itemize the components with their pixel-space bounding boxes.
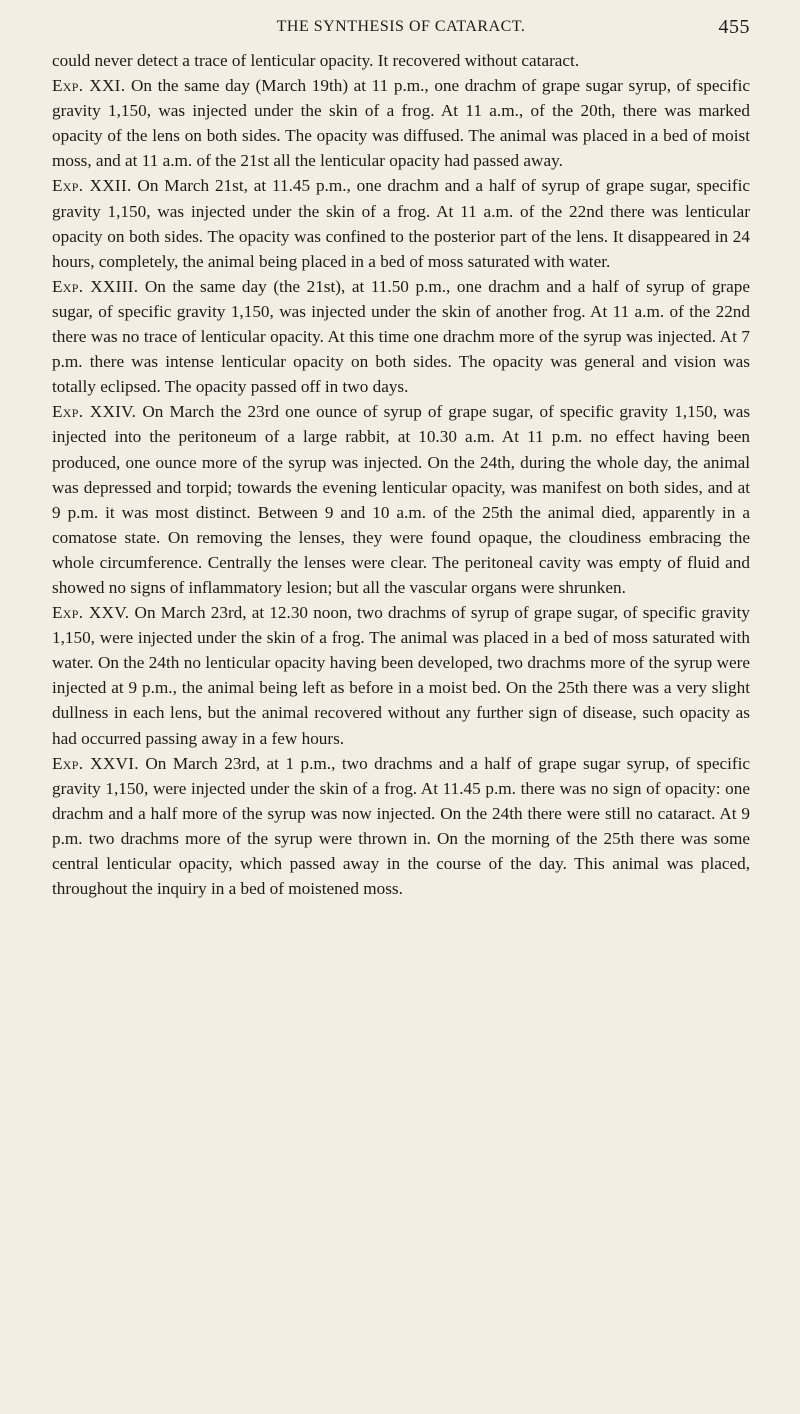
body-text [52, 48, 750, 901]
experiment-label: Exp. XXIII. [52, 276, 139, 296]
paragraph-text: On March 21st, at 11.45 p.m., one drachm and a half of syrup of grape sugar, specific gravity 1,150, was injected under the skin of a frog. At 11 a.m. of the 22nd there was lenticular opacity on both sides. The opacity was confined to the posterior part of the lens. It disappeared in 24 hours, completely, the animal being placed in a bed of moss saturated with water. [52, 176, 750, 271]
running-title: THE SYNTHESIS OF CATARACT. [276, 18, 526, 35]
paragraph-text: On March 23rd, at 1 p.m., two drachms and a half of grape sugar syrup, of specific gravity 1,150, were injected under the skin of a frog. At 11.45 p.m. there was no sign of opacity: one drachm and a half more of the syrup was now injected. On the 24th there were still no cataract. At 9 p.m. two drachms more of the syrup were thrown in. On the morning of the 25th there was some central lenticular opacity, which passed away in the course of the day. This animal was placed, throughout the inquiry in a bed of moistened moss. [52, 753, 750, 899]
experiment-xxiv [52, 399, 750, 600]
experiment-xxii [52, 173, 750, 273]
paragraph-text: On the same day (March 19th) at 11 p.m., one drachm of grape sugar syrup, of specific gravity 1,150, was injected under the skin of a frog. At 11 a.m., of the 20th, there was marked opacity of the lens on both sides. The opacity was diffused. The animal was placed in a bed of moist moss, and at 11 a.m. of the 21st all the lenticular opacity had passed away. [52, 76, 751, 171]
paragraph-text: On the same day (the 21st), at 11.50 p.m., one drachm and a half of syrup of grape sugar, of specific gravity 1,150, was injected under the skin of another frog. At 11 a.m. of the 22nd there was no trace of lenticular opacity. At this time one drachm more of the syrup was injected. At 7 p.m. there was intense lenticular opacity on both sides. The opacity was general and vision was totally eclipsed. The opacity passed off in two days. [52, 276, 750, 397]
paragraph-text: On March the 23rd one ounce of syrup of grape sugar, of specific gravity 1,150, was injected into the peritoneum of a large rabbit, at 10.30 a.m. At 11 p.m. no effect having been produced, one ounce more of the syrup was injected. On the 24th, during the whole day, the animal was depressed and torpid; towards the evening lenticular opacity, was manifest on both sides, and at 9 p.m. it was most distinct. Between 9 and 10 a.m. of the 25th the animal died, apparently in a comatose state. On removing the lenses, they were found opaque, the cloudiness embracing the whole circumference. Centrally the lenses were clear. The peritoneal cavity was empty of fluid and showed no signs of inflammatory lesion; but all the vascular organs were shrunken. [52, 402, 751, 597]
experiment-xxvi [52, 751, 750, 902]
paragraph-text: could never detect a trace of lenticular opacity. It recovered without cataract. [52, 51, 580, 70]
experiment-label: Exp. XXI. [52, 76, 126, 96]
experiment-label: Exp. XXIV. [52, 402, 137, 422]
paragraph-text: On March 23rd, at 12.30 noon, two drachms of syrup of grape sugar, of specific gravity 1,150, were injected under the skin of a frog. The animal was placed in a bed of moss saturated with water. On the 24th no lenticular opacity having been developed, two drachms more of the syrup were injected at 9 p.m., the animal being left as before in a moist bed. On the 25th there was a very slight dullness in each lens, but the animal recovered without any further sign of disease, such opacity as had occurred passing away in a few hours. [52, 603, 750, 748]
experiment-label: Exp. XXVI. [52, 753, 139, 773]
experiment-label: Exp. XXII. [52, 176, 132, 196]
page-number: 455 [718, 16, 750, 38]
experiment-xxv [52, 600, 750, 751]
experiment-xxiii [52, 274, 750, 399]
paragraph-continuation [52, 48, 750, 73]
running-head [52, 14, 750, 48]
experiment-label: Exp. XXV. [52, 603, 130, 623]
experiment-xxi [52, 73, 750, 173]
